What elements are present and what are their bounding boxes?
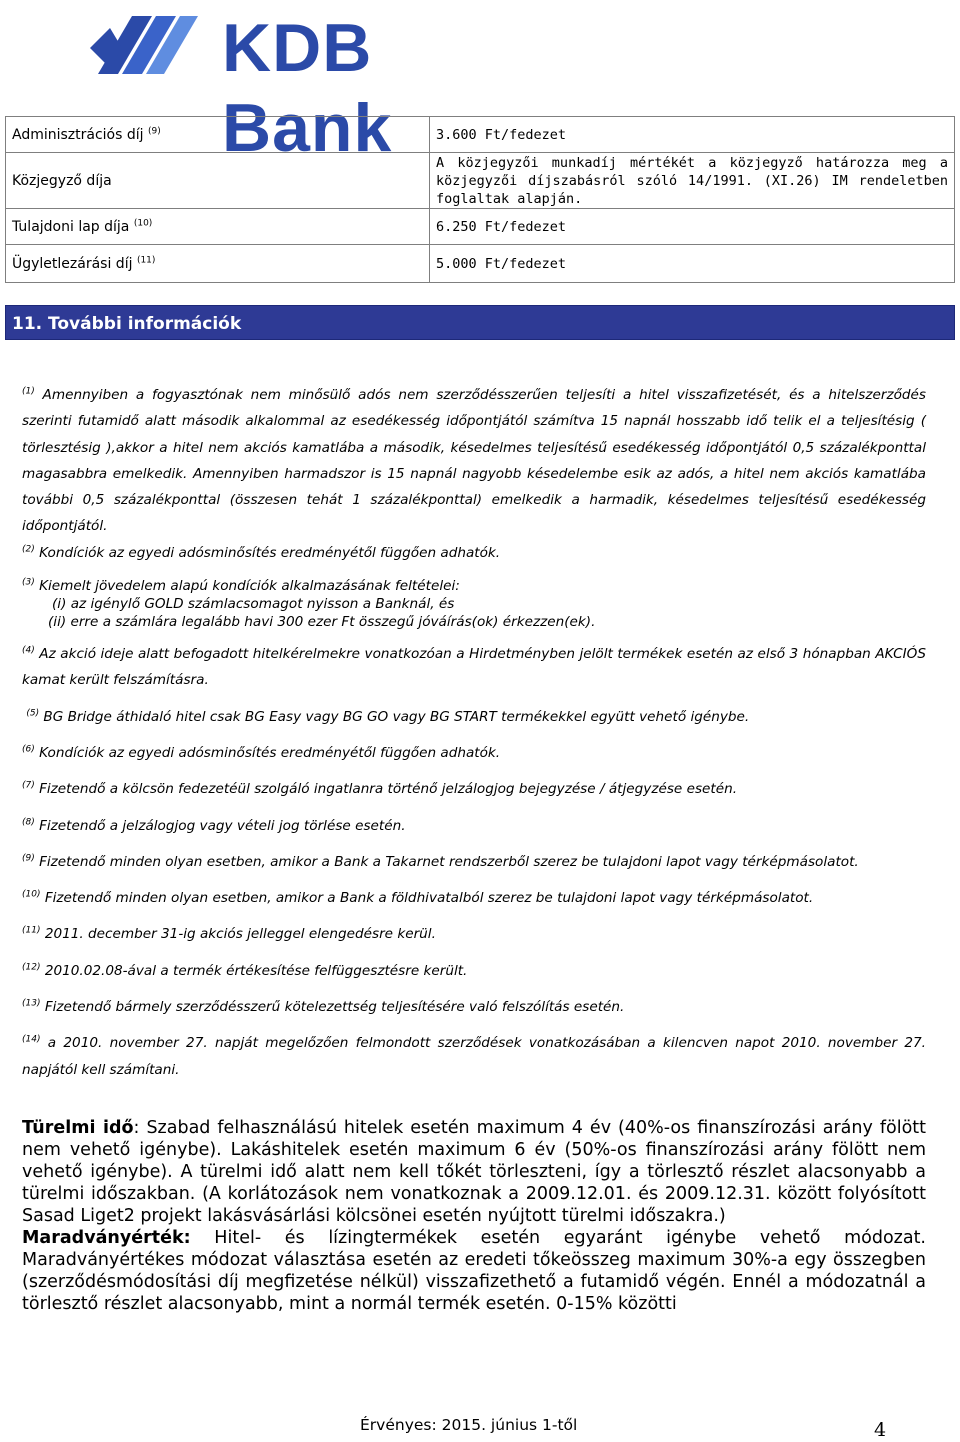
footnote: $^{(13)}$ Fizetendő bármely szerződésszerű kötelezettség teljesítésére való felszólítás esetén. bbox=[22, 998, 625, 1016]
footnote: $^{(1)}$ Amennyiben a fogyasztónak nem minősülő adós nem szerződésszerűen teljesíti a hitel visszafizetését, és a hitelszerződés szerinti futamidő alatt második alkalommal az esedékesség időpontjától számítva 15 napnál hosszabb idő telik el a teljesítésig ( törlesztésig ),akkor a hitel nem akciós kamatlába a második, késedelmes teljesítésű esedékesség időpontjától 0,5 százalékponttal magasabbra emelkedik. Amennyiben harmadszor is 15 napnál nagyobb késedelembe esik az adós, a hitel nem akciós kamatlába további 0,5 százalékponttal (összesen tehát 1 százalékponttal) emelkedik a harmadik, késedelmes teljesítésű esedékesség időpontjától. bbox=[22, 386, 926, 535]
fee-value: 3.600 Ft/fedezet bbox=[430, 117, 955, 153]
section-header bbox=[5, 305, 955, 340]
residual-value-paragraph: Maradványérték: Hitel- és lízingtermékek esetén egyaránt igénybe vehető módozat. Maradványértékes módozat választása esetén az eredeti tőkeösszeg maximum 30%-a egy összegben (szerződésmódosítási díj megfizetése nélkül) visszafizethető a futamidő végén. Ennél a módozatnál a törlesztő részlet alacsonyabb, mint a normál termék esetén. 0-15% közötti bbox=[22, 1228, 926, 1314]
fee-label: Közjegyző díja bbox=[6, 153, 430, 209]
fee-value: A közjegyzői munkadíj mértékét a közjegyző határozza meg a közjegyzői díjszabásról szóló 14/1991. (XI.26) IM rendeletben foglaltak alapján. bbox=[430, 153, 955, 209]
validity-footer: Érvényes: 2015. június 1-től bbox=[360, 1416, 578, 1434]
footnote-item: (ii) erre a számlára legalább havi 300 ezer Ft összegű jóváírás(ok) érkezzen(ek). bbox=[48, 614, 596, 631]
brand-name: KDB Bank bbox=[222, 10, 393, 166]
section-title: 11. További információk bbox=[12, 314, 242, 334]
footnote: $^{(3)}$ Kiemelt jövedelem alapú kondíciók alkalmazásának feltételei: bbox=[22, 577, 460, 595]
footnote: $^{(6)}$ Kondíciók az egyedi adósminősítés eredményétől függően adhatók. bbox=[22, 744, 501, 761]
footnote: $^{(10)}$ Fizetendő minden olyan esetben, amikor a Bank a földhivatalból szerez be tulajdoni lapot vagy térképmásolatot. bbox=[22, 889, 814, 907]
fee-label: Ügyletlezárási díj $^{(11)}$ bbox=[6, 245, 430, 283]
footnote-item: (i) az igénylő GOLD számlacsomagot nyisson a Banknál, és bbox=[52, 596, 455, 613]
fee-label: Adminisztrációs díj $^{(9)}$ bbox=[6, 117, 430, 153]
page-number: 4 bbox=[874, 1419, 887, 1441]
footnote: $^{(11)}$ 2011. december 31-ig akciós jelleggel elengedésre kerül. bbox=[22, 925, 436, 943]
footnote: $^{(7)}$ Fizetendő a kölcsön fedezetéül szolgáló ingatlanra történő jelzálogjog bejegyzése / átjegyzése esetén. bbox=[22, 780, 738, 798]
fee-table bbox=[5, 116, 955, 283]
kdb-emblem-icon bbox=[90, 8, 220, 88]
fee-label: Tulajdoni lap díja $^{(10)}$ bbox=[6, 209, 430, 245]
fee-row bbox=[6, 117, 955, 153]
footnote: $^{(8)}$ Fizetendő a jelzálogjog vagy vételi jog törlése esetén. bbox=[22, 817, 406, 834]
footnote: $^{(9)}$ Fizetendő minden olyan esetben, amikor a Bank a Takarnet rendszerből szerez be tulajdoni lapot vagy térképmásolatot. bbox=[22, 853, 859, 870]
fee-value: 5.000 Ft/fedezet bbox=[430, 245, 955, 283]
footnote: $^{(12)}$ 2010.02.08-ával a termék értékesítése felfüggesztésre került. bbox=[22, 962, 468, 979]
grace-period-section bbox=[22, 1117, 926, 1315]
fee-row bbox=[6, 245, 955, 283]
fee-row bbox=[6, 209, 955, 245]
fee-row bbox=[6, 153, 955, 209]
footnote: $^{(5)}$ BG Bridge áthidaló hitel csak BG Easy vagy BG GO vagy BG START termékekkel együtt vehető igénybe. bbox=[26, 708, 750, 725]
fee-value: 6.250 Ft/fedezet bbox=[430, 209, 955, 245]
footnote: $^{(2)}$ Kondíciók az egyedi adósminősítés eredményétől függően adhatók. bbox=[22, 544, 501, 561]
footnote: $^{(14)}$ a 2010. november 27. napját megelőzően felmondott szerződések vonatkozásában a kilencven napot 2010. november 27. napjától kell számítani. bbox=[22, 1034, 926, 1078]
kdb-bank-logo bbox=[90, 8, 500, 166]
grace-period-paragraph: Türelmi idő: Szabad felhasználású hitelek esetén maximum 4 év (40%-os finanszírozási arány fölött nem vehető igénybe). Lakáshitelek esetén maximum 6 év (50%-os finanszírozási arány fölött nem vehető igénybe). A türelmi idő alatt nem kell tőkét törleszteni, így a törlesztő részlet alacsonyabb a türelmi időszakban. (A korlátozások nem vonatkoznak a 2009.12.01. és 2009.12.31. között folyósított Sasad Liget2 projekt lakásvásárlási kölcsönei esetén nyújtott türelmi időszakra.) bbox=[22, 1118, 926, 1226]
footnotes bbox=[22, 382, 926, 1083]
footnote: $^{(4)}$ Az akció ideje alatt befogadott hitelkérelmekre vonatkozóan a Hirdetményben jelölt termékek esetén az első 3 hónapban AKCIÓS kamat került felszámításra. bbox=[22, 645, 926, 689]
